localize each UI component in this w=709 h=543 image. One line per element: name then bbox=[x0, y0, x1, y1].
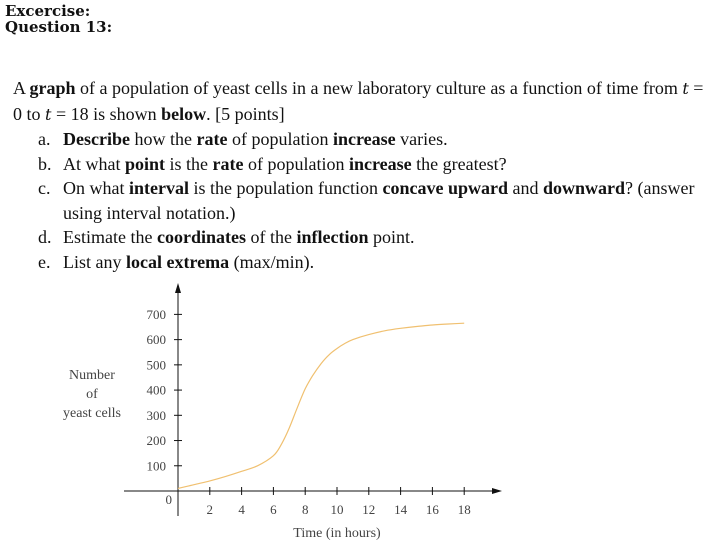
intro-text-1: A bbox=[13, 78, 30, 98]
x-tick-label: 4 bbox=[238, 502, 245, 517]
intro-bold-graph: graph bbox=[29, 78, 76, 98]
x-tick-label: 10 bbox=[330, 502, 344, 517]
question-text: of population bbox=[227, 129, 333, 149]
origin-label: 0 bbox=[165, 492, 172, 507]
y-axis-label-line: yeast cells bbox=[63, 406, 121, 421]
keyword: increase bbox=[349, 153, 412, 174]
x-axis-arrow bbox=[492, 488, 502, 494]
keyword: increase bbox=[332, 129, 396, 149]
intro-text-5: . [5 points] bbox=[206, 103, 285, 124]
y-tick-label: 400 bbox=[146, 382, 166, 398]
question-text: of the bbox=[245, 227, 297, 247]
question-text: At what bbox=[63, 153, 125, 174]
question-text: On what bbox=[63, 178, 129, 198]
keyword: point bbox=[125, 153, 166, 174]
y-axis-label-line: Number bbox=[69, 368, 115, 383]
question-text: Estimate the bbox=[63, 227, 157, 247]
question-text: ? (answer using interval notation.) bbox=[63, 178, 695, 223]
x-tick-label: 6 bbox=[270, 502, 277, 517]
sub-question-c bbox=[38, 176, 707, 225]
x-axis-label: Time (in hours) bbox=[293, 526, 381, 541]
x-tick-label: 16 bbox=[425, 502, 439, 517]
keyword: downward bbox=[542, 178, 626, 198]
x-tick-label: 18 bbox=[457, 502, 471, 517]
y-tick-label: 500 bbox=[146, 357, 166, 373]
question-number: Question 13: bbox=[5, 18, 113, 36]
list-marker: d. bbox=[38, 227, 52, 247]
question-text: how the bbox=[129, 129, 197, 149]
y-axis-arrow bbox=[175, 283, 181, 293]
sub-question-b bbox=[38, 152, 707, 177]
keyword: coordinates bbox=[156, 227, 246, 247]
question-text: (max/min). bbox=[229, 251, 315, 272]
population-curve bbox=[178, 323, 464, 488]
intro-variable-t: t bbox=[682, 79, 689, 98]
question-text: of population bbox=[243, 153, 350, 174]
question-intro bbox=[13, 76, 707, 127]
y-tick-label: 300 bbox=[146, 407, 166, 423]
question-text: is the population function bbox=[189, 178, 383, 198]
intro-variable-t: t bbox=[45, 104, 52, 124]
question-text: is the bbox=[165, 153, 213, 174]
sub-question-d bbox=[38, 225, 707, 250]
keyword: local extrema bbox=[126, 251, 230, 272]
keyword: Describe bbox=[63, 129, 130, 149]
keyword: rate bbox=[212, 153, 244, 174]
x-tick-label: 8 bbox=[301, 502, 309, 517]
list-marker: e. bbox=[38, 251, 51, 272]
question-text: point. bbox=[368, 227, 415, 247]
list-marker: a. bbox=[38, 129, 51, 149]
question-body bbox=[13, 76, 707, 274]
sub-question-a bbox=[38, 127, 707, 152]
keyword: interval bbox=[129, 178, 189, 198]
question-text: List any bbox=[63, 251, 126, 272]
x-tick-label: 12 bbox=[362, 502, 376, 517]
intro-text-4: = 18 is shown bbox=[51, 103, 162, 124]
x-tick-label: 14 bbox=[394, 502, 408, 517]
y-axis-label-line: of bbox=[86, 387, 98, 402]
list-marker: c. bbox=[38, 178, 51, 198]
keyword: inflection bbox=[296, 227, 369, 247]
sub-question-list bbox=[13, 127, 707, 274]
sub-question-e bbox=[38, 250, 707, 275]
y-tick-label: 200 bbox=[146, 433, 166, 449]
list-marker: b. bbox=[38, 153, 52, 174]
question-text: and bbox=[507, 178, 543, 198]
exercise-header bbox=[5, 3, 112, 35]
y-tick-label: 700 bbox=[146, 306, 166, 322]
intro-text-2: of a population of yeast cells in a new laboratory culture as a function of time from bbox=[75, 78, 683, 98]
y-tick-label: 100 bbox=[146, 458, 166, 474]
exercise-title: Excercise: bbox=[5, 2, 91, 20]
yeast-population-graph bbox=[0, 280, 709, 543]
x-tick-label: 2 bbox=[206, 502, 214, 517]
intro-text-3: = 0 to bbox=[13, 78, 704, 124]
y-tick-label: 600 bbox=[146, 332, 166, 348]
intro-bold-below: below bbox=[161, 103, 207, 124]
question-text: varies. bbox=[395, 129, 448, 149]
keyword: rate bbox=[196, 129, 228, 149]
question-text: the greatest? bbox=[411, 153, 507, 174]
keyword: concave upward bbox=[382, 178, 508, 198]
